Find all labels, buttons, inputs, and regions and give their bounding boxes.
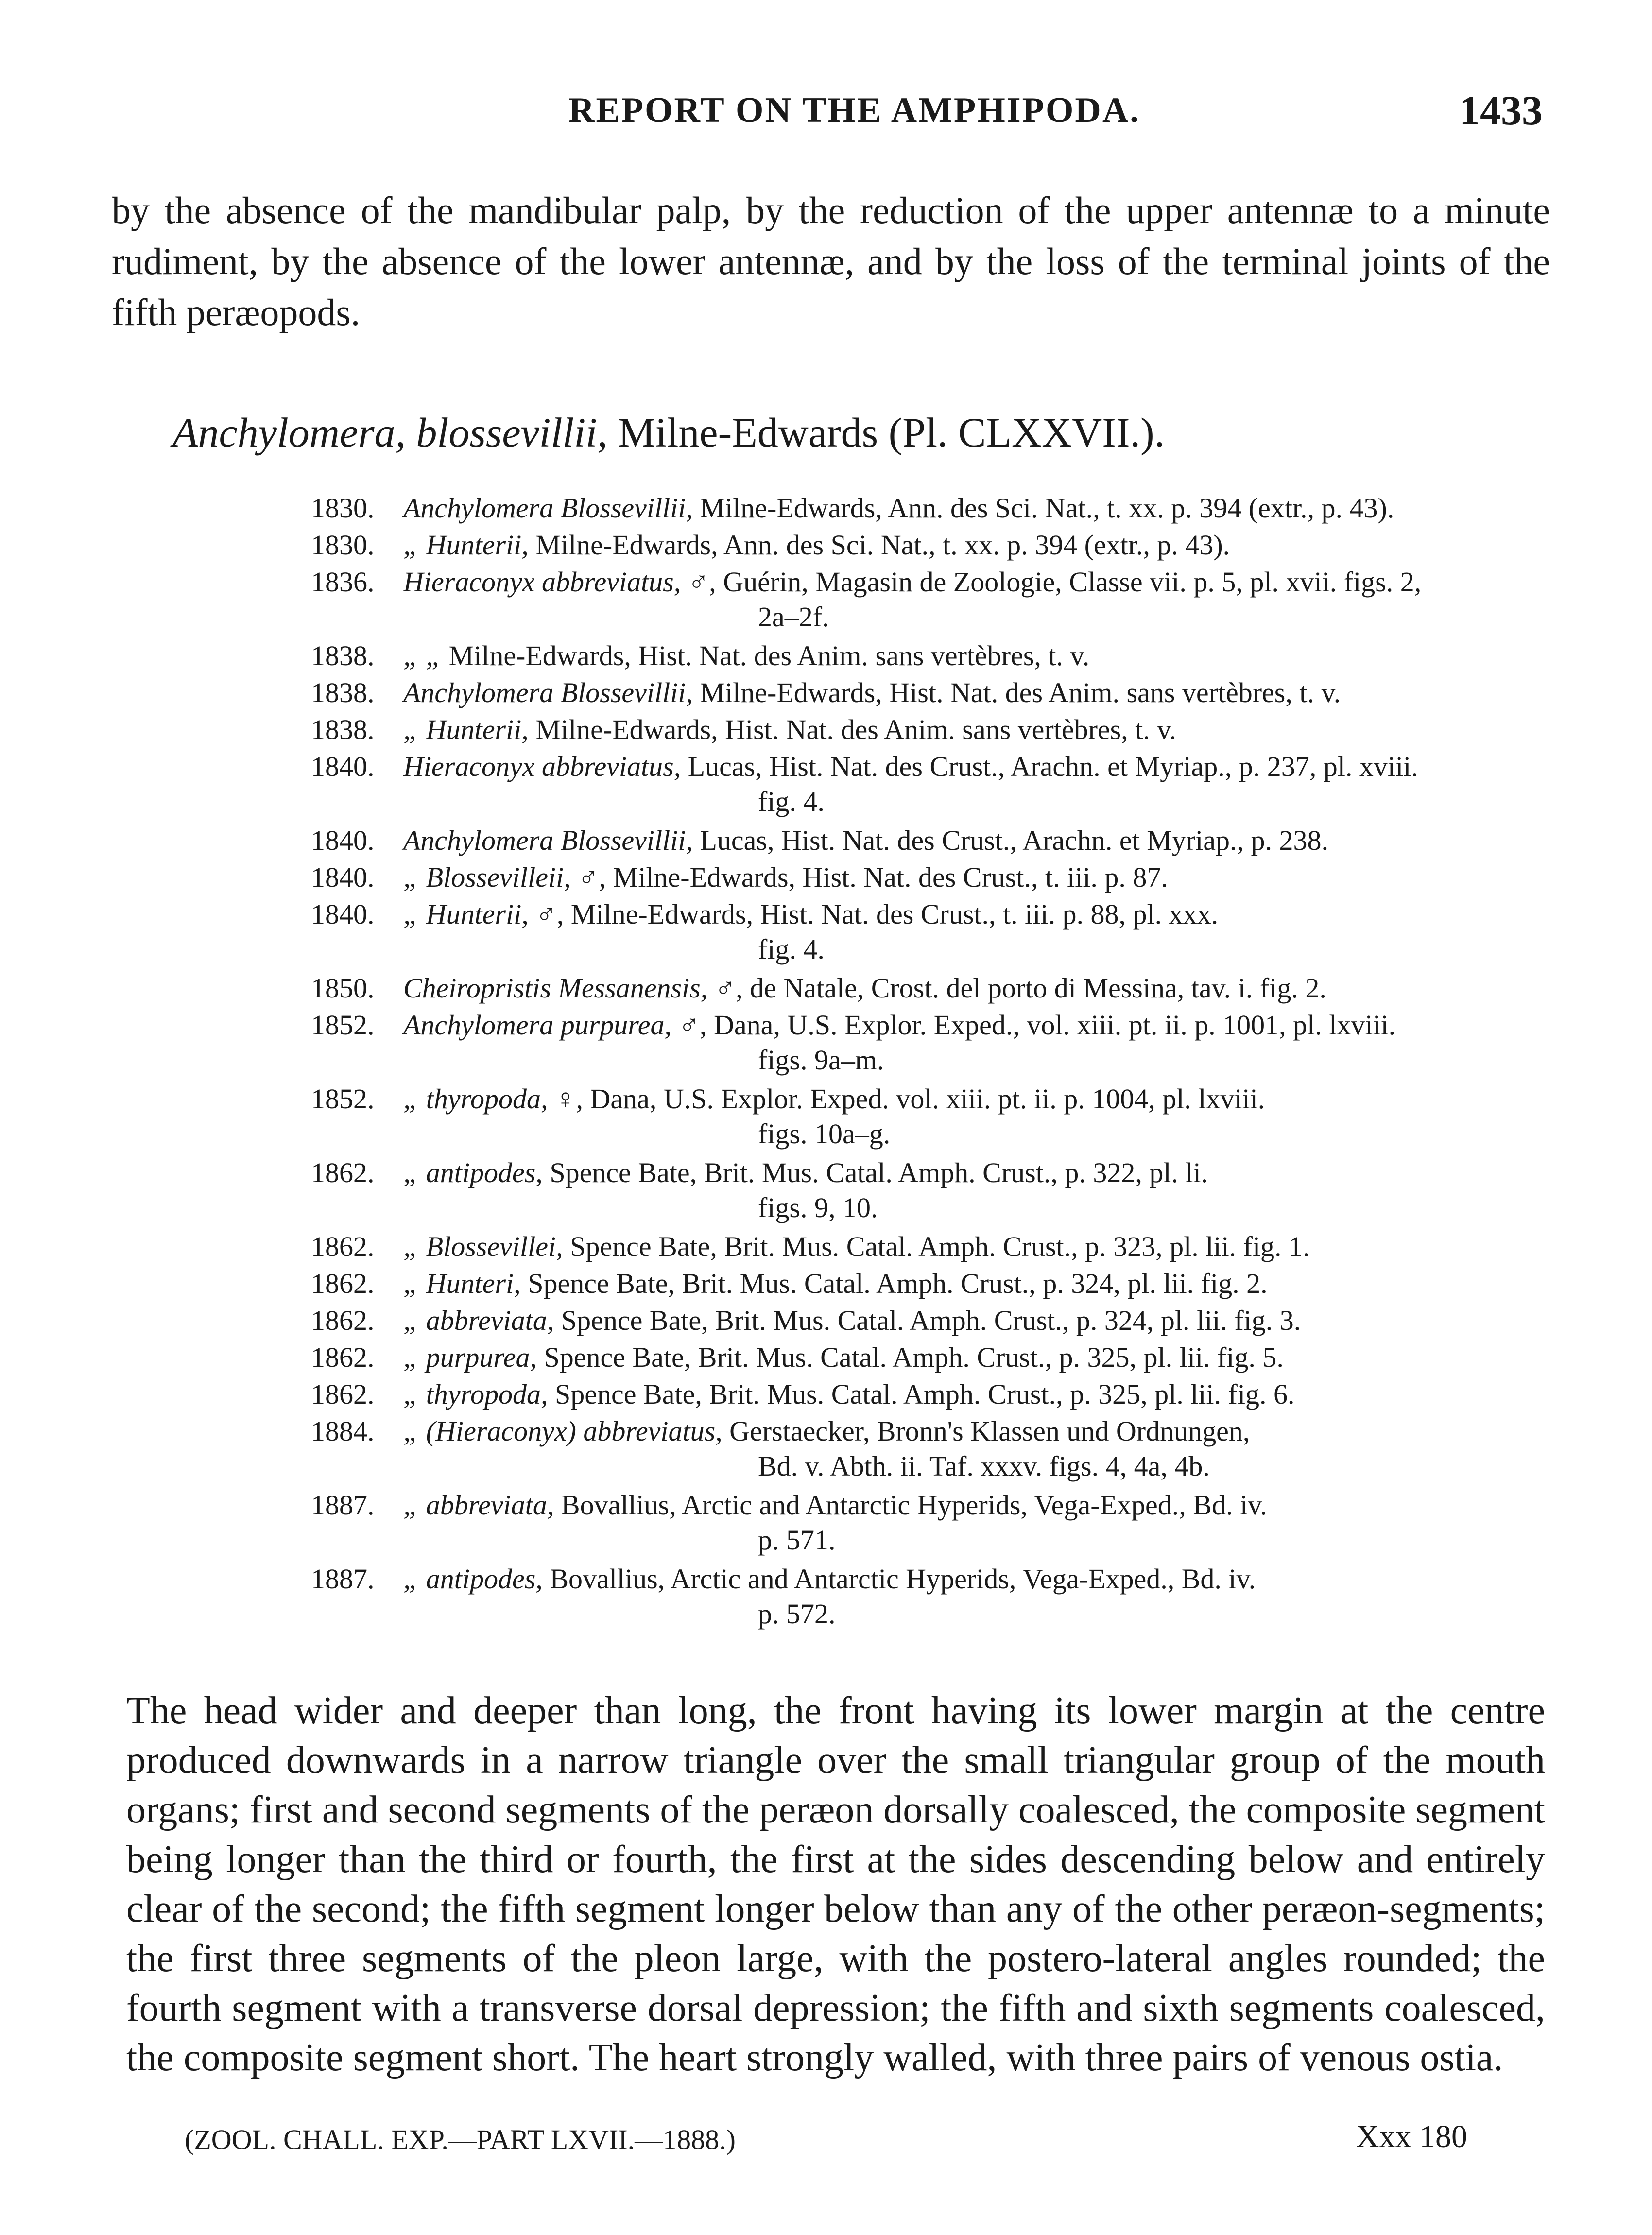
footer-series-note: (ZOOL. CHALL. EXP.—PART LXVII.—1888.) [185,2124,736,2155]
page-number: 1433 [1459,87,1543,134]
synonymy-year: 1840. [311,898,375,930]
synonymy-taxon-name: Hieraconyx abbreviatus, [403,566,681,598]
synonymy-year: 1862. [311,1231,375,1262]
synonymy-reference [403,528,1569,563]
synonymy-year: 1840. [311,751,375,782]
synonymy-citation: ♂, de Natale, Crost. del porto di Messina, tav. i. fig. 2. [714,972,1326,1004]
synonymy-reference [403,971,1569,1006]
synonymy-citation: ♂, Dana, U.S. Explor. Exped., vol. xiii. pt. ii. p. 1001, pl. lxviii. [678,1009,1396,1041]
species-name: Anchylomera, blossevillii, [172,409,608,456]
synonymy-citation: Spence Bate, Brit. Mus. Catal. Amph. Crust., p. 324, pl. lii. fig. 2. [528,1268,1268,1299]
synonymy-continuation: Bd. v. Abth. ii. Taf. xxxv. figs. 4, 4a, 4b. [758,1450,1210,1482]
synonymy-year: 1884. [311,1415,375,1447]
synonymy-citation: Bovallius, Arctic and Antarctic Hyperids, Vega-Exped., Bd. iv. [561,1489,1267,1521]
synonymy-reference [403,1229,1569,1264]
synonymy-continuation: figs. 10a–g. [758,1118,891,1150]
synonymy-citation: ♀, Dana, U.S. Explor. Exped. vol. xiii. pt. ii. p. 1004, pl. lxviii. [555,1083,1265,1115]
running-title: REPORT ON THE AMPHIPODA. [568,90,1140,130]
synonymy-year: 1838. [311,640,375,671]
synonymy-reference [403,565,1569,600]
synonymy-citation: ♂, Milne-Edwards, Hist. Nat. des Crust., t. iii. p. 88, pl. xxx. [535,898,1219,930]
synonymy-citation: Milne-Edwards, Hist. Nat. des Anim. sans vertèbres, t. v. [700,677,1341,708]
synonymy-year: 1850. [311,972,375,1004]
description-paragraph: The head wider and deeper than long, the front having its lower margin at the centre produced downwards in a narrow triangle over the small triangular group of the mouth organs; first and second segments of the peræon dorsally coalesced, the composite segment being longer than the third or fourth, the first at the sides descending below and entirely clear of the second; the fifth segment longer below than any of the other peræon-segments; the first three segments of the pleon large, with the postero-lateral angles rounded; the fourth segment with a transverse dorsal depression; the fifth and sixth segments coalesced, the composite segment short. The heart strongly walled, with three pairs of venous ostia. [126,1689,1545,2079]
synonymy-reference [403,675,1569,710]
synonymy-taxon-name: „ Hunterii, [403,714,529,745]
intro-paragraph: by the absence of the mandibular palp, by the reduction of the upper antennæ to a minute rudiment, by the absence of the lower antennæ, and by the loss of the terminal joints of the fifth peræopods. [112,189,1550,333]
synonymy-taxon-name: „ antipodes, [403,1563,543,1595]
synonymy-year: 1862. [311,1341,375,1373]
synonymy-citation: ♂, Milne-Edwards, Hist. Nat. des Crust., t. iii. p. 87. [578,861,1168,893]
synonymy-year: 1852. [311,1009,375,1041]
synonymy-reference [403,1340,1569,1375]
synonymy-continuation: p. 572. [758,1598,836,1630]
synonymy-citation: ♂, Guérin, Magasin de Zoologie, Classe vii. p. 5, pl. xvii. figs. 2, [688,566,1422,598]
synonymy-year: 1862. [311,1305,375,1336]
synonymy-reference [403,749,1569,784]
synonymy-reference [403,1562,1569,1597]
synonymy-year: 1862. [311,1157,375,1188]
synonymy-taxon-name: „ abbreviata, [403,1305,554,1336]
synonymy-reference [403,1082,1569,1117]
synonymy-reference [403,1488,1569,1523]
synonymy-taxon-name: „ purpurea, [403,1341,537,1373]
synonymy-citation: Spence Bate, Brit. Mus. Catal. Amph. Crust., p. 325, pl. lii. fig. 6. [555,1378,1295,1410]
synonymy-continuation: p. 571. [758,1524,836,1556]
synonymy-year: 1840. [311,825,375,856]
synonymy-taxon-name: „ thyropoda, [403,1083,548,1115]
synonymy-taxon-name: „ Hunterii, [403,898,529,930]
footer-signature: Xxx 180 [1356,2119,1467,2154]
synonymy-reference [403,1155,1569,1190]
synonymy-taxon-name: Anchylomera Blossevillii, [403,492,693,524]
synonymy-reference [403,897,1569,932]
synonymy-reference [403,1266,1569,1301]
synonymy-taxon-name: „ Hunteri, [403,1268,521,1299]
synonymy-reference [403,638,1569,673]
synonymy-taxon-name: „ Hunterii, [403,529,529,561]
synonymy-reference [403,1377,1569,1412]
synonymy-citation: Milne-Edwards, Ann. des Sci. Nat., t. xx. p. 394 (extr., p. 43). [535,529,1230,561]
synonymy-citation: Lucas, Hist. Nat. des Crust., Arachn. et Myriap., p. 237, pl. xviii. [688,751,1418,782]
synonymy-reference [403,1303,1569,1338]
synonymy-year: 1862. [311,1378,375,1410]
synonymy-continuation: 2a–2f. [758,601,829,633]
synonymy-reference [403,1008,1569,1043]
synonymy-citation: Spence Bate, Brit. Mus. Catal. Amph. Crust., p. 322, pl. li. [550,1157,1208,1188]
synonymy-taxon-name: „ thyropoda, [403,1378,548,1410]
synonymy-taxon-name: „ „ [403,640,442,671]
synonymy-citation: Gerstaecker, Bronn's Klassen und Ordnungen, [729,1415,1250,1447]
synonymy-year: 1830. [311,492,375,524]
synonymy-reference [403,491,1569,526]
synonymy-taxon-name: Cheiropristis Messanensis, [403,972,708,1004]
synonymy-reference [403,712,1569,747]
synonymy-year: 1836. [311,566,375,598]
synonymy-citation: Milne-Edwards, Hist. Nat. des Anim. sans vertèbres, t. v. [535,714,1177,745]
synonymy-taxon-name: „ abbreviata, [403,1489,554,1521]
synonymy-citation: Lucas, Hist. Nat. des Crust., Arachn. et Myriap., p. 238. [700,825,1328,856]
synonymy-year: 1862. [311,1268,375,1299]
synonymy-citation: Spence Bate, Brit. Mus. Catal. Amph. Crust., p. 324, pl. lii. fig. 3. [561,1305,1301,1336]
synonymy-year: 1838. [311,714,375,745]
synonymy-reference [403,1414,1569,1449]
species-authority: Milne-Edwards (Pl. CLXXVII.). [618,409,1165,456]
synonymy-continuation: fig. 4. [758,933,825,965]
synonymy-year: 1830. [311,529,375,561]
synonymy-taxon-name: Anchylomera purpurea, [403,1009,671,1041]
synonymy-taxon-name: Hieraconyx abbreviatus, [403,751,681,782]
synonymy-taxon-name: „ Blossevillei, [403,1231,563,1262]
synonymy-taxon-name: „ (Hieraconyx) abbreviatus, [403,1415,723,1447]
synonymy-continuation: fig. 4. [758,786,825,817]
synonymy-reference [403,860,1569,895]
synonymy-year: 1887. [311,1489,375,1521]
synonymy-continuation: figs. 9a–m. [758,1044,884,1076]
synonymy-continuation: figs. 9, 10. [758,1192,878,1223]
synonymy-taxon-name: „ antipodes, [403,1157,543,1188]
synonymy-taxon-name: Anchylomera Blossevillii, [403,677,693,708]
synonymy-citation: Milne-Edwards, Ann. des Sci. Nat., t. xx. p. 394 (extr., p. 43). [700,492,1394,524]
synonymy-year: 1852. [311,1083,375,1115]
synonymy-taxon-name: Anchylomera Blossevillii, [403,825,693,856]
synonymy-year: 1840. [311,861,375,893]
synonymy-citation: Spence Bate, Brit. Mus. Catal. Amph. Crust., p. 323, pl. lii. fig. 1. [570,1231,1310,1262]
synonymy-year: 1838. [311,677,375,708]
synonymy-citation: Bovallius, Arctic and Antarctic Hyperids, Vega-Exped., Bd. iv. [550,1563,1256,1595]
synonymy-citation: Spence Bate, Brit. Mus. Catal. Amph. Crust., p. 325, pl. lii. fig. 5. [544,1341,1284,1373]
synonymy-reference [403,823,1569,858]
synonymy-year: 1887. [311,1563,375,1595]
page-footer [185,2118,1467,2162]
synonymy-citation: Milne-Edwards, Hist. Nat. des Anim. sans vertèbres, t. v. [448,640,1090,671]
synonymy-taxon-name: „ Blossevilleii, [403,861,571,893]
